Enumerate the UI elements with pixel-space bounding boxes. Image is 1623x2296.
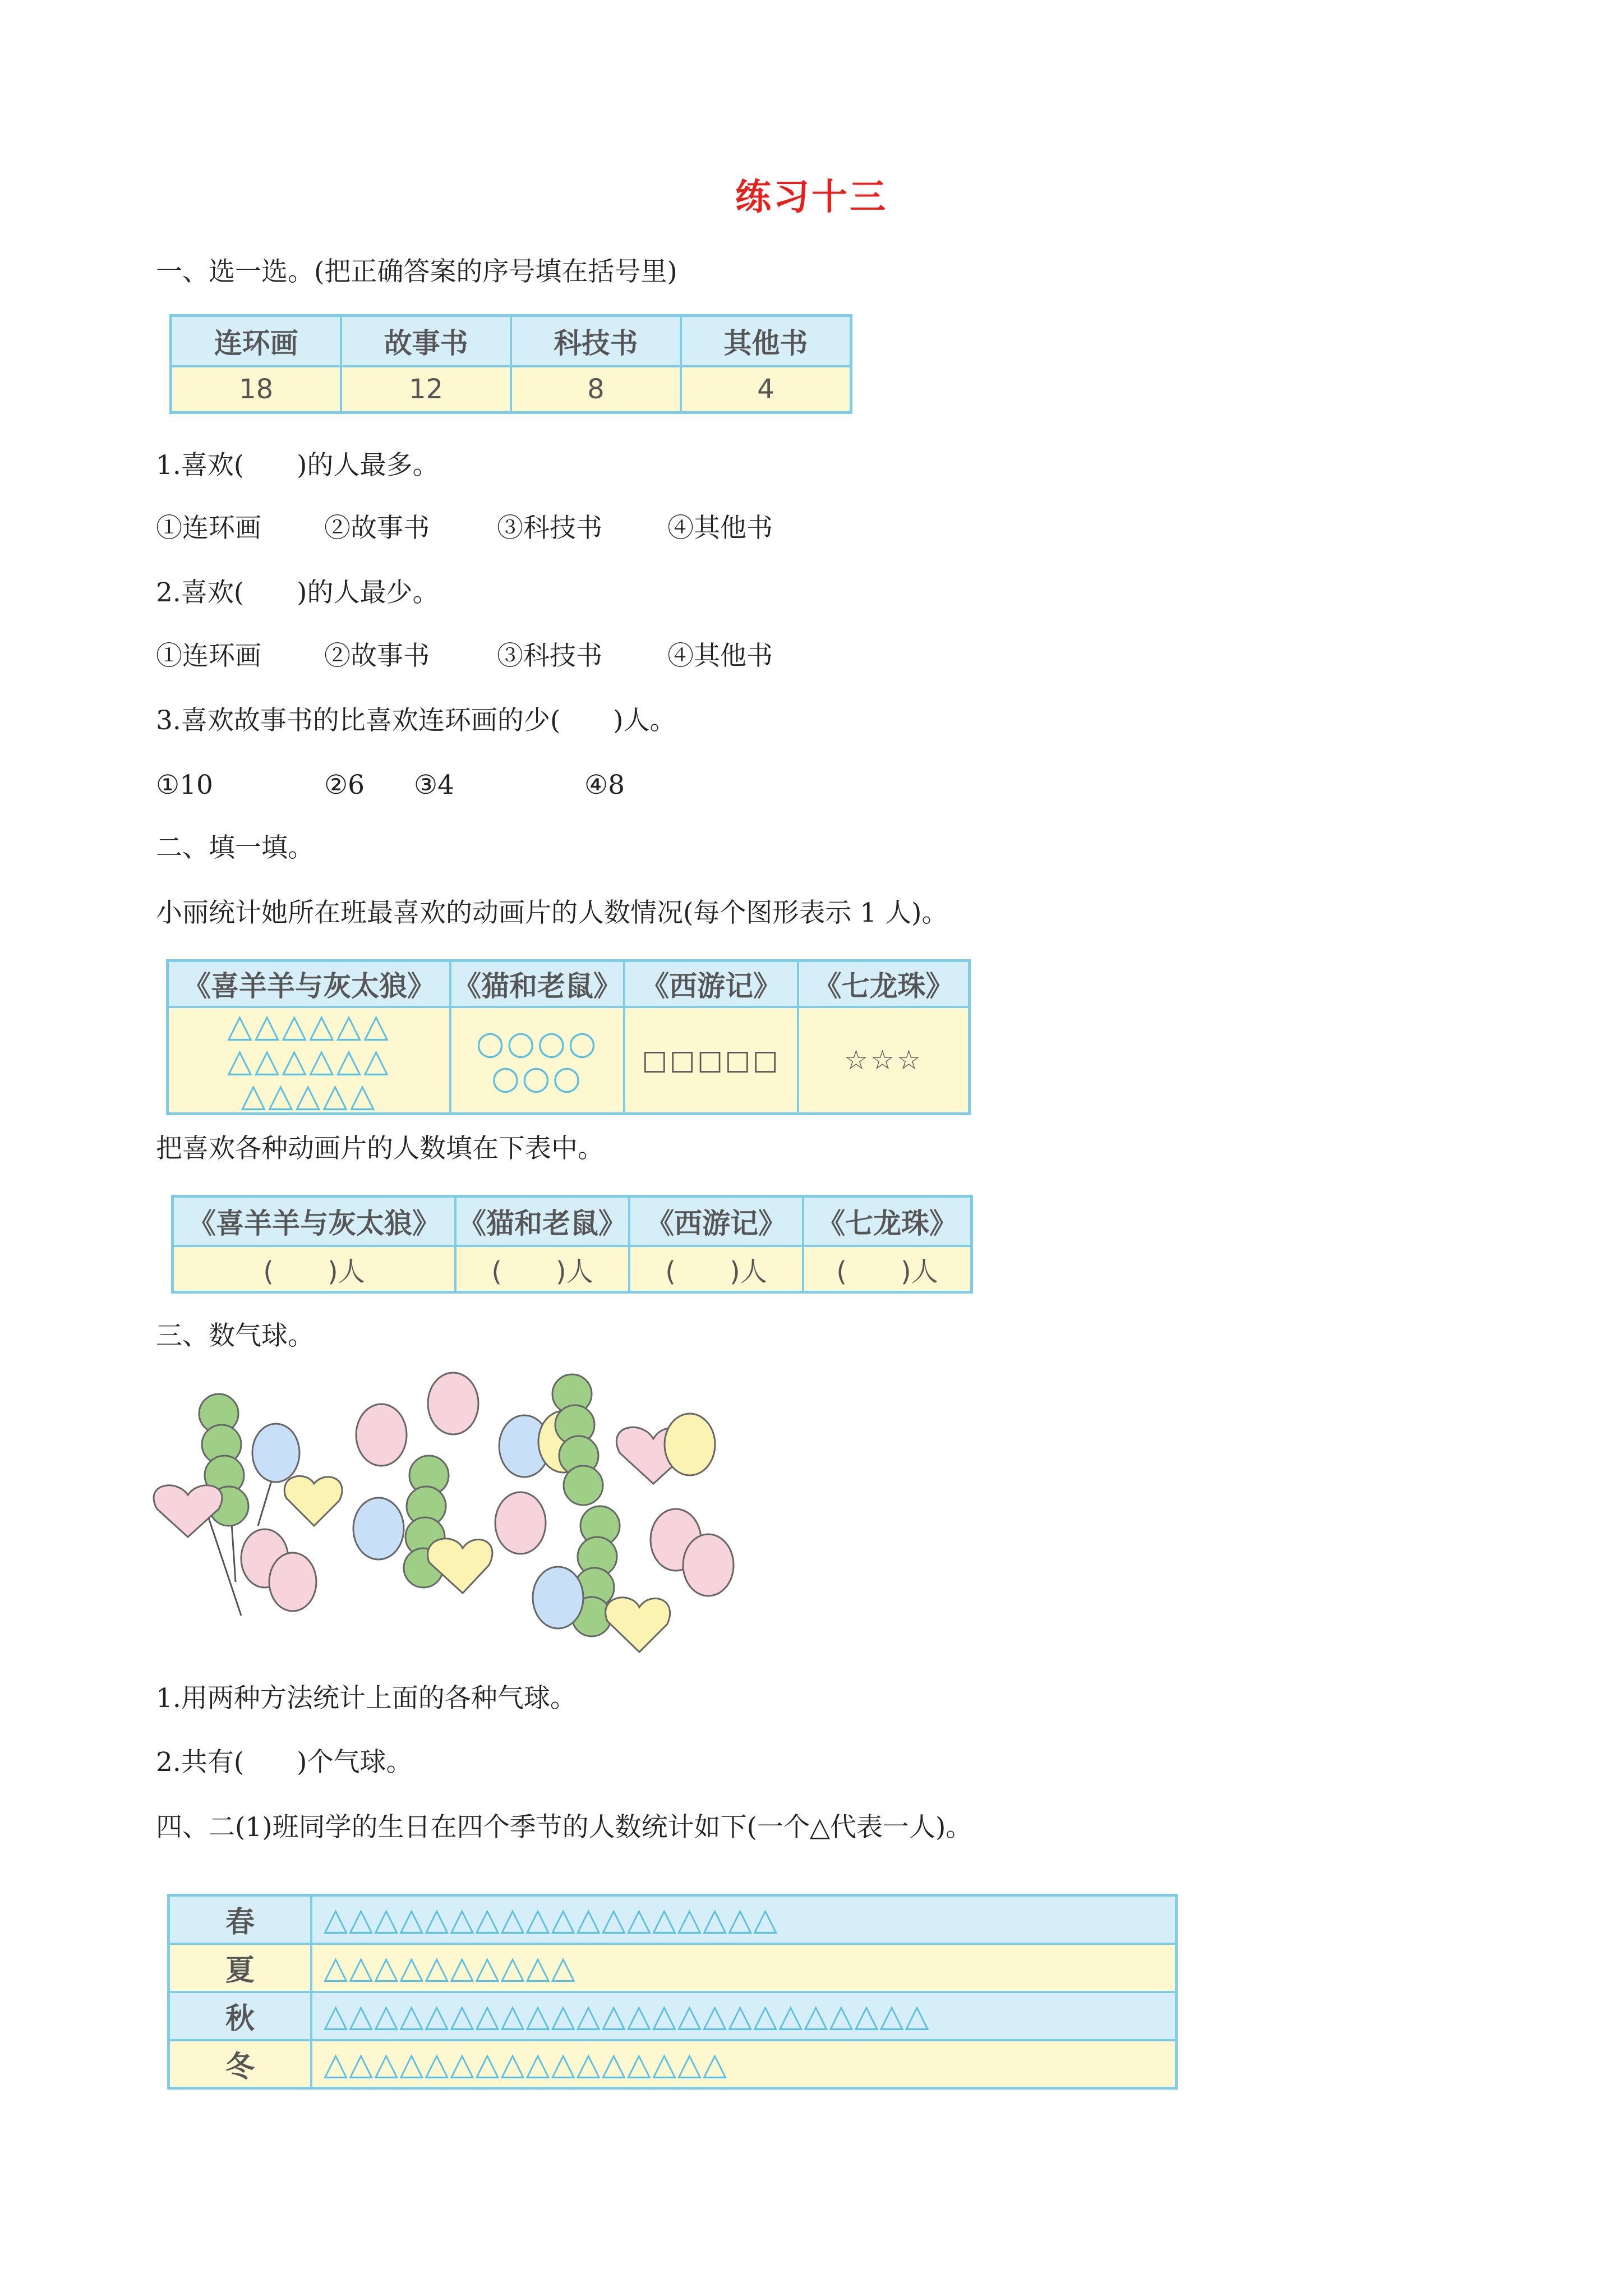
section4-heading: 四、二(1)班同学的生日在四个季节的人数统计如下(一个△代表一人)。	[156, 1812, 972, 1843]
answer-header-1: 《喜羊羊与灰太狼》	[173, 1197, 456, 1246]
books-value-2: 12	[341, 366, 511, 412]
q2-option-4: ④其他书	[667, 641, 773, 671]
section3-question-1: 1.用两种方法统计上面的各种气球。	[156, 1683, 577, 1714]
answer-blank-2[interactable]: ( )人	[455, 1246, 629, 1292]
q1-option-3: ③科技书	[497, 513, 602, 544]
q3-option-4: ④8	[584, 770, 625, 800]
answer-blank-1[interactable]: ( )人	[173, 1246, 456, 1292]
question-3-options	[0, 769, 1623, 802]
q3-option-1: ①10	[156, 770, 213, 800]
yellow-heart-balloon	[606, 1598, 670, 1652]
books-value-4: 4	[681, 366, 851, 412]
season-label-winter: 冬	[169, 2040, 312, 2088]
season-marks-spring: △△△△△△△△△△△△△△△△△△	[311, 1895, 1177, 1944]
cartoon-header-1: 《喜羊羊与灰太狼》	[168, 961, 451, 1007]
circles-row-1: ○○○○	[476, 1023, 599, 1062]
pink-balloon	[683, 1534, 734, 1596]
pictograph-triangles	[168, 1007, 451, 1114]
pink-balloon	[495, 1492, 546, 1554]
section3-question-2: 2.共有( )个气球。	[156, 1747, 413, 1778]
season-label-spring: 春	[169, 1895, 312, 1944]
question-1-options	[0, 512, 1623, 545]
answer-header-4: 《七龙珠》	[803, 1197, 972, 1246]
q1-option-1: ①连环画	[156, 513, 261, 544]
blue-balloon	[252, 1424, 299, 1482]
section2-intro: 小丽统计她所在班最喜欢的动画片的人数情况(每个图形表示 1 人)。	[156, 898, 948, 928]
question-2: 2.喜欢( )的人最少。	[156, 577, 439, 608]
season-label-summer: 夏	[169, 1944, 312, 1992]
answer-header-2: 《猫和老鼠》	[455, 1197, 629, 1246]
section2-heading: 二、填一填。	[156, 832, 314, 863]
yellow-heart-balloon	[428, 1539, 492, 1593]
question-3: 3.喜欢故事书的比喜欢连环画的少( )人。	[156, 705, 676, 736]
answer-header-3: 《西游记》	[629, 1197, 803, 1246]
q3-option-3: ③4	[414, 770, 455, 800]
season-label-autumn: 秋	[169, 1992, 312, 2040]
pink-balloon	[428, 1373, 478, 1434]
yellow-balloon	[665, 1414, 715, 1475]
books-header-2: 故事书	[341, 316, 511, 367]
circles-row-2: ○○○	[491, 1058, 583, 1097]
q2-option-3: ③科技书	[497, 641, 602, 671]
triangles-row-3: △△△△△	[241, 1075, 377, 1114]
season-row-winter	[169, 2040, 1177, 2088]
q1-option-2: ②故事书	[324, 513, 430, 544]
blue-balloon	[533, 1567, 583, 1628]
answer-blank-4[interactable]: ( )人	[803, 1246, 972, 1292]
books-header-3: 科技书	[511, 316, 681, 367]
section1-heading: 一、选一选。(把正确答案的序号填在括号里)	[156, 256, 677, 287]
page-title: 练习十三	[735, 177, 888, 218]
triangles-row-2: △△△△△△	[227, 1041, 391, 1079]
season-row-spring	[169, 1895, 1177, 1944]
question-1: 1.喜欢( )的人最多。	[156, 450, 439, 481]
pictograph-circles	[450, 1007, 624, 1114]
q2-option-2: ②故事书	[324, 641, 430, 671]
q1-option-4: ④其他书	[667, 513, 773, 544]
cartoon-header-2: 《猫和老鼠》	[450, 961, 624, 1007]
books-table	[169, 314, 852, 414]
books-value-1: 18	[171, 366, 342, 412]
yellow-heart-balloon	[284, 1476, 342, 1526]
balloon-string	[208, 1515, 241, 1616]
balloons-illustration	[146, 1369, 746, 1672]
cartoon-answer-table	[171, 1195, 973, 1294]
q2-option-1: ①连环画	[156, 641, 261, 671]
pink-balloon	[356, 1404, 407, 1466]
q3-option-2: ②6	[324, 770, 365, 800]
books-header-4: 其他书	[681, 316, 851, 367]
answer-blank-3[interactable]: ( )人	[629, 1246, 803, 1292]
season-row-autumn	[169, 1992, 1177, 2040]
books-header-1: 连环画	[171, 316, 342, 367]
books-value-3: 8	[511, 366, 681, 412]
question-2-options	[0, 639, 1623, 673]
cartoon-header-3: 《西游记》	[624, 961, 798, 1007]
season-marks-winter: △△△△△△△△△△△△△△△△	[311, 2040, 1177, 2088]
pictograph-stars: ☆☆☆	[798, 1007, 970, 1114]
season-marks-summer: △△△△△△△△△△	[311, 1944, 1177, 1992]
triangles-row-1: △△△△△△	[227, 1006, 391, 1045]
pictograph-squares: □□□□□	[624, 1007, 798, 1114]
cartoon-pictograph	[166, 959, 971, 1115]
season-marks-autumn: △△△△△△△△△△△△△△△△△△△△△△△△	[311, 1992, 1177, 2040]
cartoon-header-4: 《七龙珠》	[798, 961, 970, 1007]
seasons-table	[167, 1894, 1178, 2090]
blue-balloon	[353, 1498, 404, 1559]
pink-balloon	[269, 1553, 316, 1611]
season-row-summer	[169, 1944, 1177, 1992]
section2-instruction: 把喜欢各种动画片的人数填在下表中。	[156, 1133, 604, 1164]
section3-heading: 三、数气球。	[156, 1320, 314, 1351]
